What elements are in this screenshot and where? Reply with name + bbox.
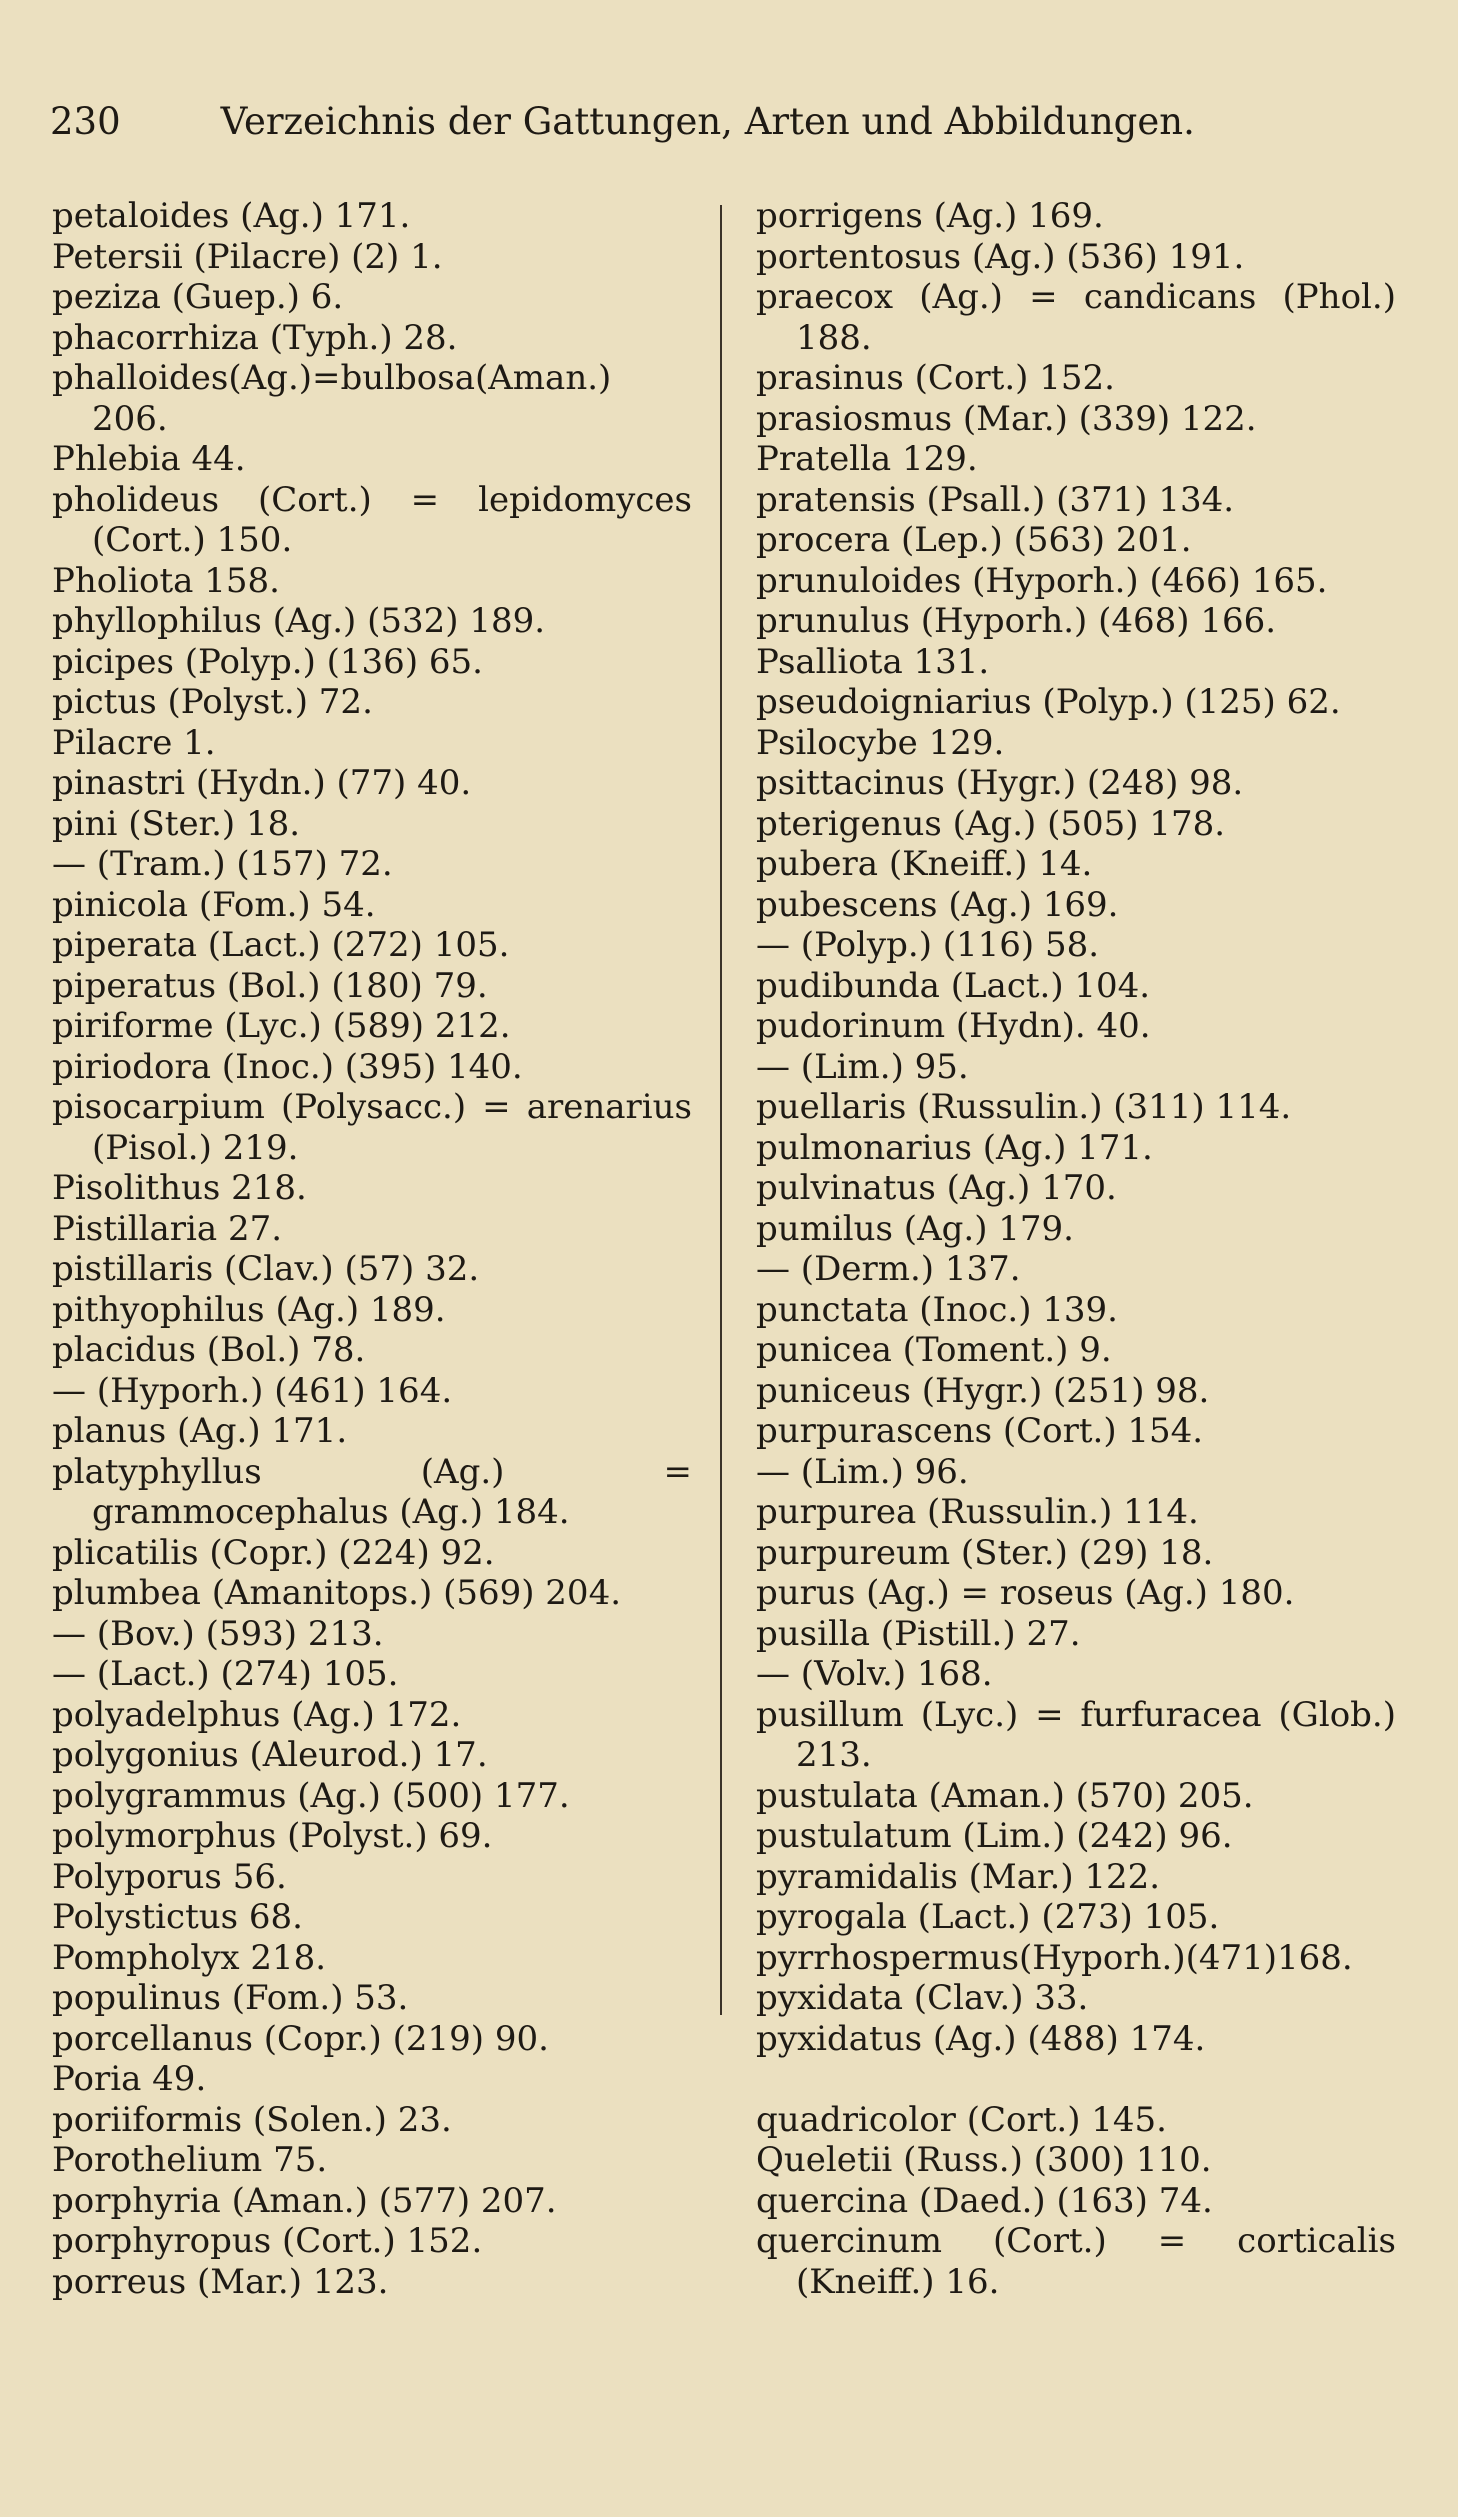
index-entry: pistillaris (Clav.) (57) 32. (52, 1249, 480, 1289)
index-entry: prunulus (Hyporh.) (468) 166. (756, 601, 1277, 641)
index-entry: pyxidata (Clav.) 33. (756, 1978, 1089, 2018)
index-entry: picipes (Polyp.) (136) 65. (52, 641, 483, 682)
index-entry: porcellanus (Copr.) (219) 90. (52, 2018, 549, 2059)
index-entry: pustulatum (Lim.) (242) 96. (756, 1816, 1233, 1856)
index-entry: — (Bov.) (593) 213. (52, 1613, 384, 1654)
index-entry: Pompholyx 218. (52, 1937, 327, 1978)
index-entry: piperata (Lact.) (272) 105. (52, 925, 510, 965)
index-entry: pinastri (Hydn.) (77) 40. (52, 763, 472, 803)
index-entry: quercina (Daed.) (163) 74. (756, 2180, 1213, 2221)
index-entry: Polyporus 56. (52, 1856, 287, 1897)
index-entry: pubera (Kneiff.) 14. (756, 844, 1093, 884)
index-entry: placidus (Bol.) 78. (52, 1330, 366, 1370)
index-entry: porrigens (Ag.) 169. (756, 196, 1104, 236)
index-entry: prasinus (Cort.) 152. (756, 358, 1115, 398)
index-entry: Pholiota 158. (52, 560, 280, 601)
index-entry: prasiosmus (Mar.) (339) 122. (756, 398, 1257, 439)
index-column-left (52, 196, 692, 2302)
index-entry: pustulata (Aman.) (570) 205. (756, 1775, 1254, 1816)
index-entry: Polystictus 68. (52, 1897, 303, 1937)
index-entry: — (Volv.) 168. (756, 1654, 993, 1694)
index-entry: planus (Ag.) 171. (52, 1411, 348, 1451)
index-entry: procera (Lep.) (563) 201. (756, 520, 1192, 560)
index-entry: Phlebia 44. (52, 439, 246, 479)
index-entry: plumbea (Amanitops.) (569) 204. (52, 1573, 622, 1613)
index-entry: prunuloides (Hyporh.) (466) 165. (756, 560, 1328, 601)
index-entry: pictus (Polyst.) 72. (52, 682, 373, 722)
index-entry: pudorinum (Hydn). 40. (756, 1006, 1151, 1046)
index-entry: pini (Ster.) 18. (52, 803, 301, 844)
index-entry: pseudoigniarius (Polyp.) (125) 62. (756, 682, 1341, 722)
page-number: 230 (50, 100, 121, 143)
index-entry: populinus (Fom.) 53. (52, 1978, 409, 2018)
index-entry: piperatus (Bol.) (180) 79. (52, 965, 488, 1006)
index-entry: petaloides (Ag.) 171. (52, 196, 411, 236)
index-entry: purpurascens (Cort.) 154. (756, 1411, 1204, 1451)
index-entry: plicatilis (Copr.) (224) 92. (52, 1532, 495, 1573)
column-divider (720, 205, 722, 2015)
index-entry: — (Lim.) 96. (756, 1451, 969, 1492)
index-entry: poriiformis (Solen.) 23. (52, 2099, 452, 2140)
index-entry: pterigenus (Ag.) (505) 178. (756, 803, 1226, 844)
index-entry: — (Tram.) (157) 72. (52, 844, 393, 884)
index-entry: puellaris (Russulin.) (311) 114. (756, 1087, 1292, 1127)
index-entry: pubescens (Ag.) 169. (756, 884, 1119, 925)
index-column-right (756, 196, 1396, 2302)
index-entry: pyxidatus (Ag.) (488) 174. (756, 2018, 1206, 2059)
index-entry: quadricolor (Cort.) 145. (756, 2099, 1167, 2140)
index-entry: — (Lim.) 95. (756, 1046, 969, 1087)
index-entry: polygonius (Aleurod.) 17. (52, 1735, 488, 1775)
index-entry: phacorrhiza (Typh.) 28. (52, 317, 458, 358)
index-entry: purpurea (Russulin.) 114. (756, 1492, 1199, 1532)
index-entry: pyrogala (Lact.) (273) 105. (756, 1897, 1220, 1937)
index-entry: Petersii (Pilacre) (2) 1. (52, 236, 443, 277)
index-entry: piriodora (Inoc.) (395) 140. (52, 1046, 523, 1087)
index-entry: peziza (Guep.) 6. (52, 277, 344, 317)
index-entry: pithyophilus (Ag.) 189. (52, 1289, 446, 1330)
index-entry: pumilus (Ag.) 179. (756, 1208, 1074, 1249)
index-entry: Queletii (Russ.) (300) 110. (756, 2140, 1212, 2180)
index-entry: Psalliota 131. (756, 641, 990, 682)
index-entry: pisocarpium (Polysacc.) = arenarius (Pisol.) 219. (52, 1087, 692, 1168)
running-header (50, 94, 1300, 150)
index-entry: puniceus (Hygr.) (251) 98. (756, 1370, 1210, 1411)
index-entry: polyadelphus (Ag.) 172. (52, 1694, 462, 1735)
index-entry: pudibunda (Lact.) 104. (756, 965, 1151, 1006)
index-entry: — (Polyp.) (116) 58. (756, 925, 1100, 965)
index-entry: pinicola (Fom.) 54. (52, 884, 376, 925)
index-entry: portentosus (Ag.) (536) 191. (756, 236, 1245, 277)
index-entry: phalloides(Ag.)=bulbosa(Aman.) 206. (52, 358, 612, 439)
index-entry: pratensis (Psall.) (371) 134. (756, 479, 1235, 520)
index-entry: Pisolithus 218. (52, 1168, 307, 1208)
index-entry: Psilocybe 129. (756, 722, 1005, 763)
index-entry: porphyropus (Cort.) 152. (52, 2221, 483, 2261)
index-entry: pholideus (Cort.) = lepidomyces (Cort.) 150. (52, 479, 692, 560)
index-entry: — (Derm.) 137. (756, 1249, 1021, 1289)
index-entry: Pistillaria 27. (52, 1208, 283, 1249)
index-entry: pusillum (Lyc.) = furfuracea (Glob.) 213. (756, 1694, 1396, 1775)
index-entry: Poria 49. (52, 2059, 207, 2099)
index-entry: phyllophilus (Ag.) (532) 189. (52, 601, 546, 641)
index-entry: psittacinus (Hygr.) (248) 98. (756, 763, 1244, 803)
index-entry: Porothelium 75. (52, 2140, 328, 2180)
index-entry: — (Hyporh.) (461) 164. (52, 1370, 453, 1411)
index-entry: praecox (Ag.) = candicans (Phol.) 188. (756, 277, 1396, 358)
index-entry: pulvinatus (Ag.) 170. (756, 1168, 1117, 1208)
index-entry: pulmonarius (Ag.) 171. (756, 1127, 1153, 1168)
index-entry: platyphyllus (Ag.) = grammocephalus (Ag.) 184. (52, 1451, 692, 1532)
index-entry: Pilacre 1. (52, 722, 216, 763)
index-entry: punicea (Toment.) 9. (756, 1330, 1112, 1370)
index-entry: pyrrhospermus(Hyporh.)(471)168. (756, 1937, 1353, 1978)
index-entry: piriforme (Lyc.) (589) 212. (52, 1006, 511, 1046)
index-entry: — (Lact.) (274) 105. (52, 1654, 399, 1694)
index-entry: punctata (Inoc.) 139. (756, 1289, 1118, 1330)
running-title: Verzeichnis der Gattungen, Arten und Abbildungen. (220, 100, 1195, 143)
index-entry: purpureum (Ster.) (29) 18. (756, 1532, 1214, 1573)
index-entry: polymorphus (Polyst.) 69. (52, 1816, 493, 1856)
index-entry: porreus (Mar.) 123. (52, 2261, 389, 2302)
index-entry: pusilla (Pistill.) 27. (756, 1613, 1081, 1654)
section-gap (756, 2059, 1396, 2100)
index-entry: Pratella 129. (756, 439, 978, 479)
index-entry: quercinum (Cort.) = corticalis (Kneiff.) 16. (756, 2221, 1396, 2302)
index-entry: pyramidalis (Mar.) 122. (756, 1856, 1161, 1897)
index-entry: polygrammus (Ag.) (500) 177. (52, 1775, 570, 1816)
index-entry: porphyria (Aman.) (577) 207. (52, 2180, 557, 2221)
index-entry: purus (Ag.) = roseus (Ag.) 180. (756, 1573, 1295, 1613)
